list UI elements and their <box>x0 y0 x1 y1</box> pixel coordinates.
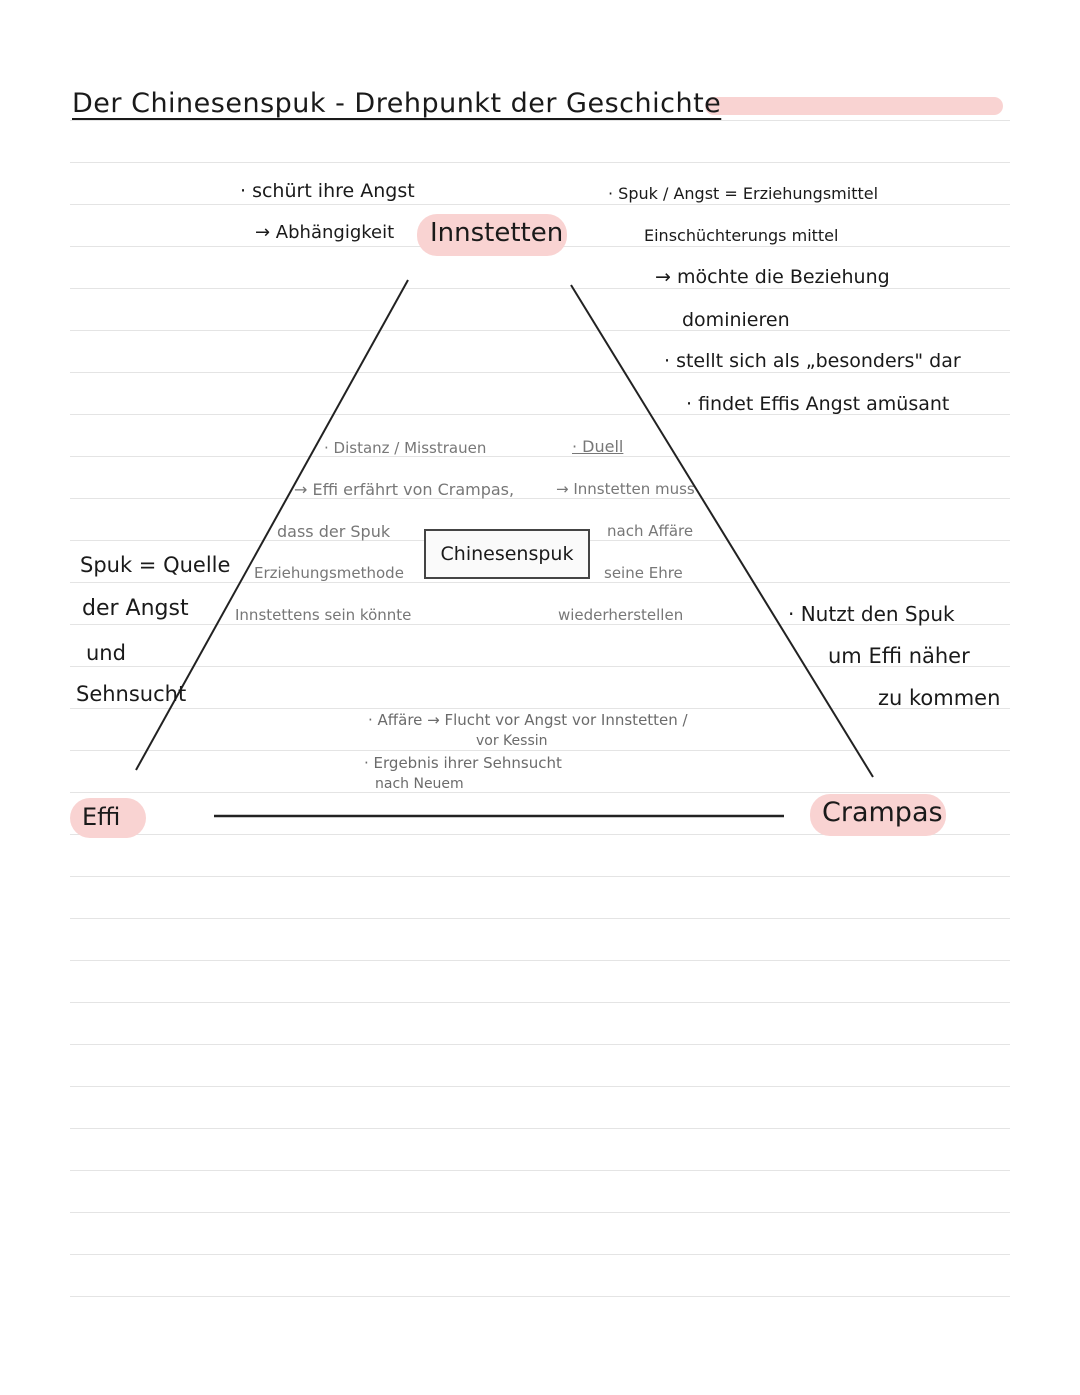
inner-bottom-line-2: vor Kessin <box>476 733 548 749</box>
innstetten-left-line-1: · schürt ihre Angst <box>240 180 415 202</box>
innstetten-right-line-6: · findet Effis Angst amüsant <box>686 393 950 415</box>
effi-left-line-1: Spuk = Quelle <box>80 553 231 577</box>
crampas-right-line-3: zu kommen <box>878 686 1001 710</box>
inner-bottom-line-1: · Affäre → Flucht vor Angst vor Innstetten / <box>368 711 688 729</box>
innstetten-right-line-4: dominieren <box>682 309 790 331</box>
inner-left-line-5: Innstettens sein könnte <box>235 606 412 624</box>
inner-bottom-line-3: · Ergebnis ihrer Sehnsucht <box>364 754 562 772</box>
inner-right-line-2: → Innstetten muss <box>556 480 695 498</box>
inner-right-line-3: nach Affäre <box>607 522 694 540</box>
crampas-right-line-1: · Nutzt den Spuk <box>788 602 955 626</box>
innstetten-left-line-2: → Abhängigkeit <box>255 222 395 243</box>
node-crampas: Crampas <box>822 797 943 828</box>
node-effi: Effi <box>82 803 121 831</box>
inner-right-line-4: seine Ehre <box>604 564 683 582</box>
inner-bottom-line-4: nach Neuem <box>375 776 464 792</box>
inner-left-line-4: Erziehungsmethode <box>254 564 404 582</box>
innstetten-right-line-3: → möchte die Beziehung <box>655 266 890 288</box>
effi-left-line-3: und <box>86 641 126 665</box>
effi-left-line-4: Sehnsucht <box>76 682 187 706</box>
inner-left-line-1: · Distanz / Misstrauen <box>324 439 487 457</box>
inner-left-line-2: → Effi erfährt von Crampas, <box>294 480 515 499</box>
innstetten-right-line-2: Einschüchterungs mittel <box>644 226 839 245</box>
crampas-right-line-2: um Effi näher <box>828 644 970 668</box>
inner-right-line-1: · Duell <box>572 437 624 456</box>
node-chinesenspuk: Chinesenspuk <box>440 543 574 565</box>
center-box-chinesenspuk <box>424 529 590 579</box>
effi-left-line-2: der Angst <box>82 596 189 621</box>
inner-left-line-3: dass der Spuk <box>277 522 391 541</box>
inner-right-line-5: wiederherstellen <box>558 606 684 624</box>
page-title: Der Chinesenspuk - Drehpunkt der Geschichte <box>72 88 722 119</box>
innstetten-right-line-5: · stellt sich als „besonders" dar <box>664 350 961 372</box>
innstetten-right-line-1: · Spuk / Angst = Erziehungsmittel <box>608 184 879 203</box>
node-innstetten: Innstetten <box>430 218 564 248</box>
